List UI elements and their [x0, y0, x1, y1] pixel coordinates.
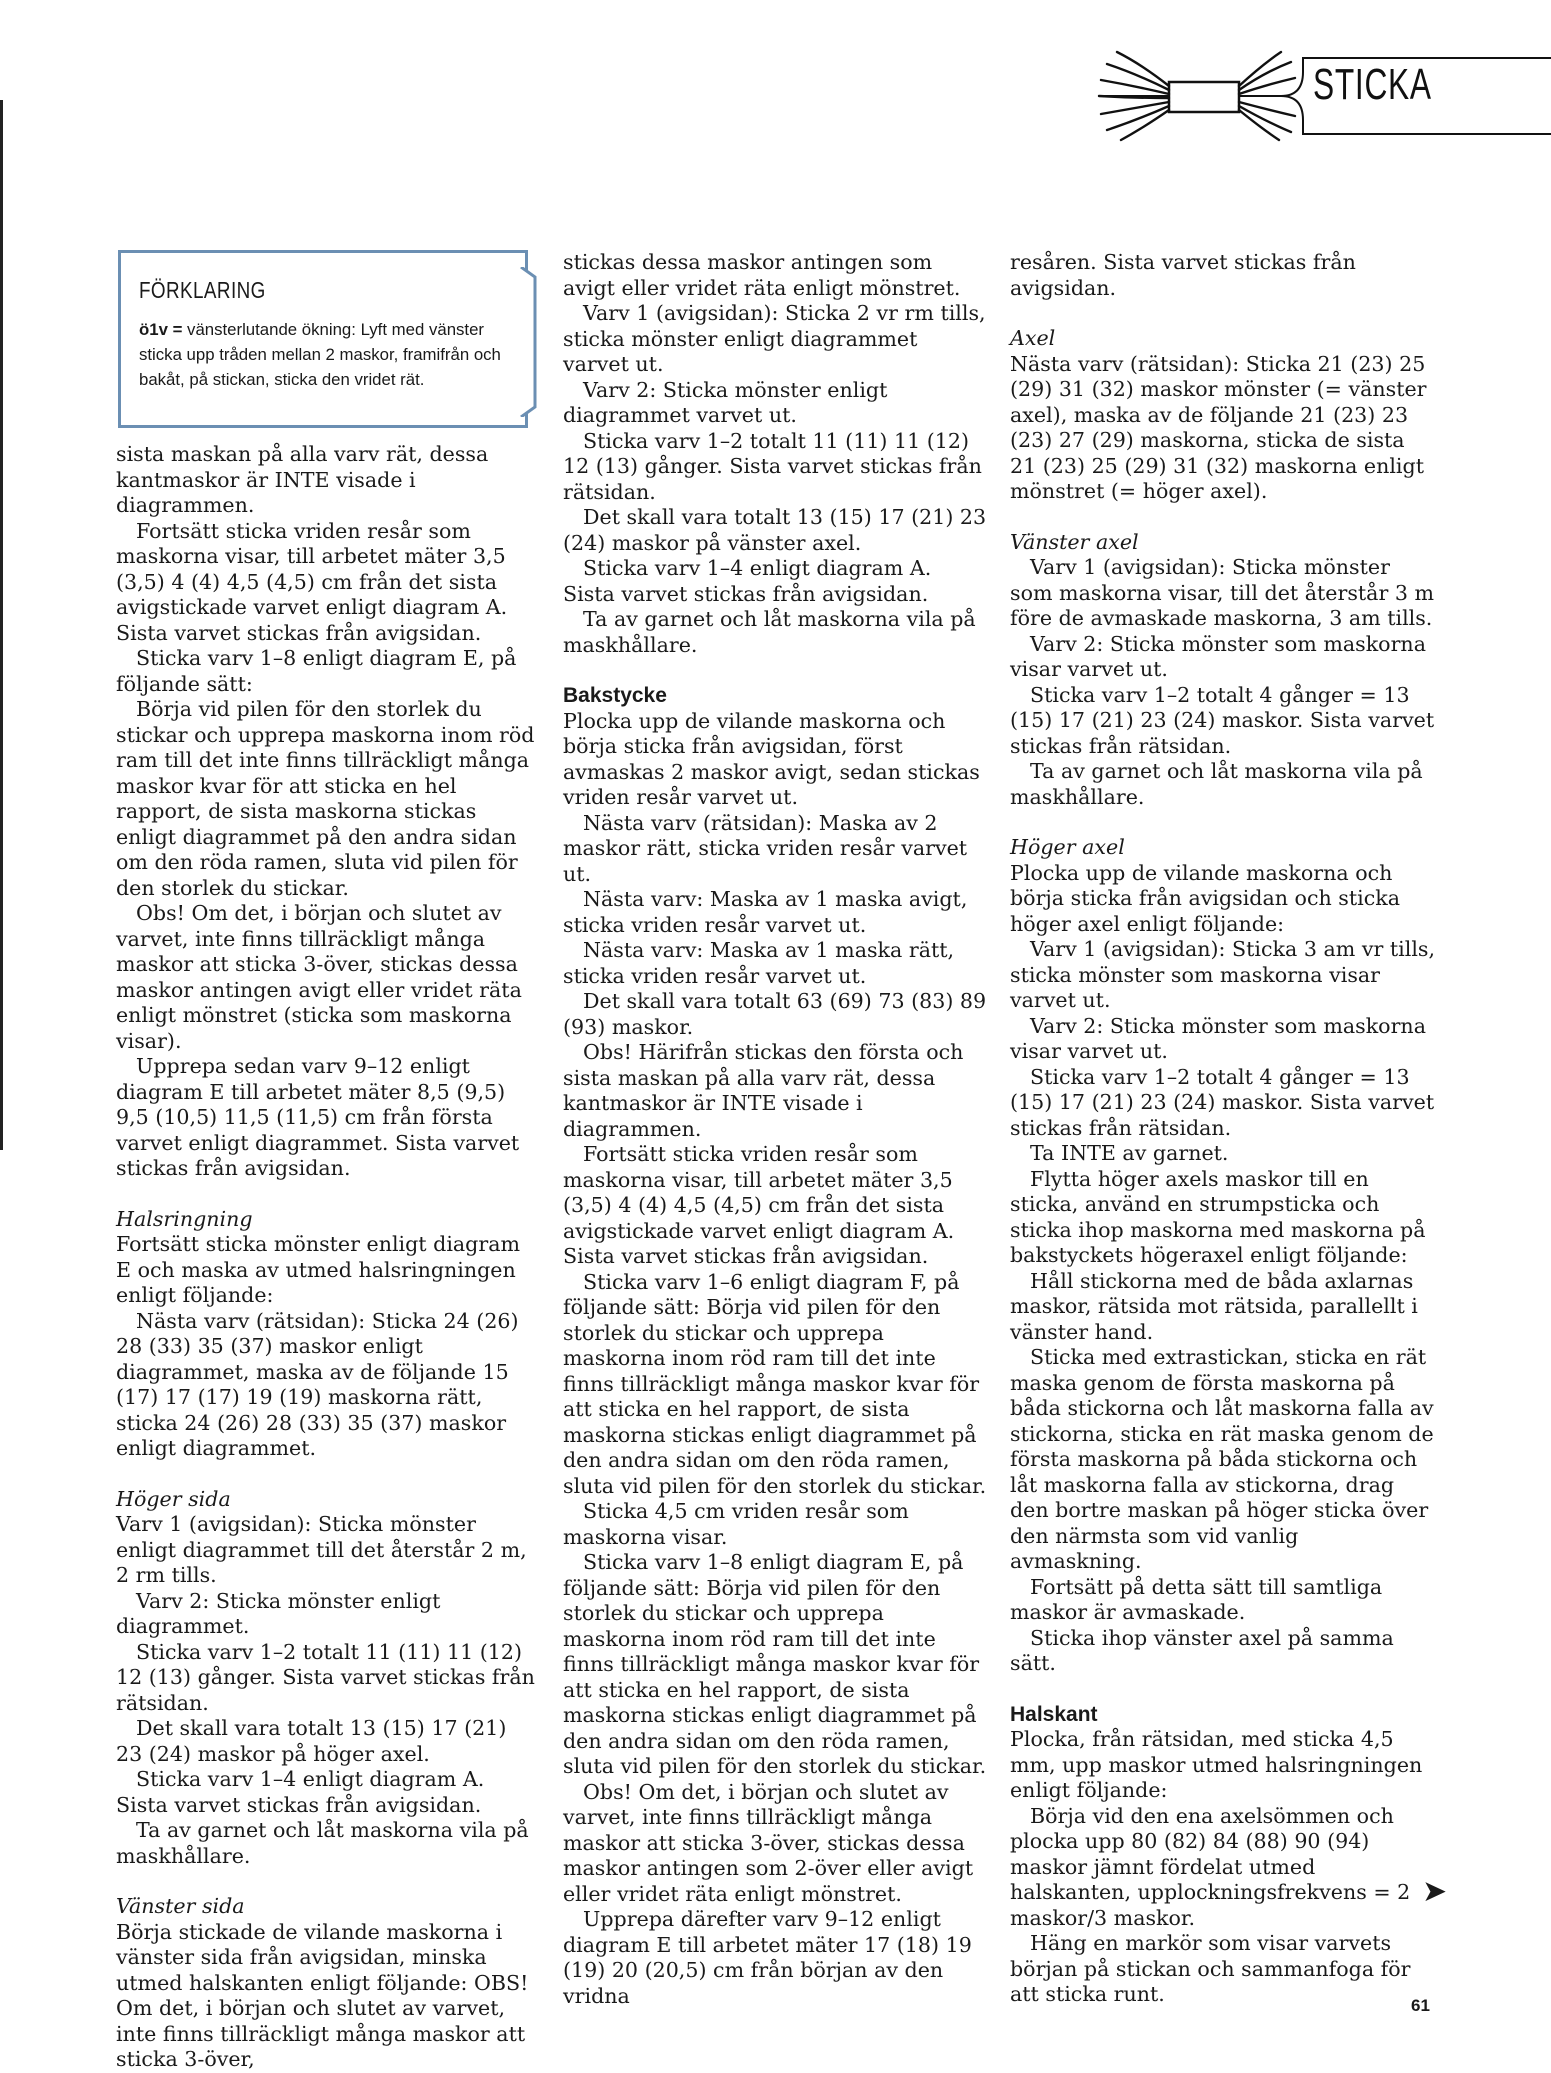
section-header	[1081, 44, 1551, 142]
paragraph: Ta av garnet och låt maskorna vila på maskhållare.	[116, 1818, 529, 1868]
paragraph: Ta av garnet och låt maskorna vila på maskhållare.	[1010, 759, 1423, 809]
paragraph: Flytta höger axels maskor till en sticka, använd en strumpsticka och sticka ihop maskorna med maskorna på bakstyckets högeraxel enligt följande:	[1010, 1166, 1426, 1267]
paragraph: Fortsätt på detta sätt till samtliga maskor är avmaskade.	[1010, 1574, 1383, 1624]
paragraph: Nästa varv (rätsidan): Sticka 24 (26) 28 (33) 35 (37) maskor enligt diagrammet, maska av de följande 15 (17) 17 (17) 19 (19) maskorna rätt, sticka 24 (26) 28 (33) 35 (37) maskor enligt diagrammet.	[116, 1308, 519, 1460]
paragraph: Nästa varv (rätsidan): Sticka 21 (23) 25 (29) 31 (32) maskor mönster (= vänster axel), maska av de följande 21 (23) 23 (23) 27 (29) maskorna, sticka de sista 21 (23) 25 (29) 31 (32) maskorna enligt mönstret (= höger axel).	[1010, 351, 1427, 503]
paragraph: Sticka varv 1–4 enligt diagram A. Sista varvet stickas från avigsidan.	[116, 1767, 485, 1817]
subheading: Axel	[1010, 326, 1056, 350]
text-column-3	[1010, 250, 1436, 2008]
subheading: Vänster sida	[116, 1894, 245, 1918]
explanation-title: FÖRKLARING	[139, 277, 266, 303]
paragraph: Sticka varv 1–4 enligt diagram A. Sista varvet stickas från avigsidan.	[563, 556, 932, 606]
paragraph: Sticka varv 1–8 enligt diagram E, på följande sätt: Börja vid pilen för den storlek du stickar och upprepa maskorna inom röd ram till det inte finns tillräckligt många maskor kvar för att sticka en hel rapport, de sista maskorna stickas enligt diagrammet på den andra sidan om den röda ramen, sluta vid pilen för den storlek du stickar.	[563, 1550, 987, 1778]
paragraph: Börja vid pilen för den storlek du stickar och upprepa maskorna inom röd ram till det inte finns tillräckligt många maskor kvar för att sticka en hel rapport, de sista maskorna stickas enligt diagrammet på den andra sidan om den röda ramen, sluta vid pilen för den storlek du stickar.	[116, 697, 535, 900]
paragraph: Sticka varv 1–2 totalt 4 gånger = 13 (15) 17 (21) 23 (24) maskor. Sista varvet stickas från rätsidan.	[1010, 682, 1435, 758]
paragraph: Sticka 4,5 cm vriden resår som maskorna visar.	[563, 1499, 909, 1549]
paragraph: Det skall vara totalt 63 (69) 73 (83) 89 (93) maskor.	[563, 989, 987, 1039]
paragraph: Fortsätt sticka vriden resår som maskorna visar, till arbetet mäter 3,5 (3,5) 4 (4) 4,5 (4,5) cm från det sista avigstickade varvet enligt diagram A. Sista varvet stickas från avigsidan.	[563, 1142, 955, 1268]
paragraph: resåren. Sista varvet stickas från avigsidan.	[1010, 250, 1356, 300]
box-edge-decoration	[519, 267, 539, 417]
paragraph: Varv 2: Sticka mönster enligt diagrammet.	[116, 1588, 441, 1638]
text-column-2	[563, 250, 987, 2009]
explanation-text	[139, 317, 509, 392]
paragraph: Nästa varv: Maska av 1 maska avigt, sticka vriden resår varvet ut.	[563, 887, 968, 937]
paragraph: Häng en markör som visar varvets början på stickan och sammanfoga för att sticka runt.	[1010, 1931, 1411, 2006]
paragraph: Sticka ihop vänster axel på samma sätt.	[1010, 1625, 1394, 1675]
paragraph: Varv 1 (avigsidan): Sticka mönster som maskorna visar, till det återstår 3 m före de avmaskade maskorna, 3 am tills.	[1010, 555, 1435, 630]
paragraph: Det skall vara totalt 13 (15) 17 (21) 23 (24) maskor på höger axel.	[116, 1716, 507, 1766]
paragraph: Fortsätt sticka mönster enligt diagram E och maska av utmed halsringningen enligt följande:	[116, 1232, 521, 1307]
paragraph: Börja stickade de vilande maskorna i vänster sida från avigsidan, minska utmed halskanten enligt följande: OBS! Om det, i början och slutet av varvet, inte finns tillräckligt många maskor att sticka 3-över,	[116, 1919, 529, 2071]
subheading: Höger axel	[1010, 835, 1125, 859]
paragraph: Upprepa sedan varv 9–12 enligt diagram E till arbetet mäter 8,5 (9,5) 9,5 (10,5) 11,5 (11,5) cm från första varvet enligt diagrammet. Sista varvet stickas från avigsidan.	[116, 1054, 520, 1180]
paragraph: Sticka varv 1–6 enligt diagram F, på följande sätt: Börja vid pilen för den storlek du stickar och upprepa maskorna inom röd ram till det inte finns tillräckligt många maskor kvar för att sticka en hel rapport, de sista maskorna stickas enligt diagrammet på den andra sidan om den röda ramen, sluta vid pilen för den storlek du stickar.	[563, 1269, 987, 1498]
paragraph: Upprepa därefter varv 9–12 enligt diagram E till arbetet mäter 17 (18) 19 (19) 20 (20,5) cm från början av den vridna	[563, 1907, 972, 2008]
subheading: Höger sida	[116, 1486, 231, 1511]
subheading: Vänster axel	[1010, 529, 1139, 554]
paragraph: Sticka varv 1–2 totalt 4 gånger = 13 (15) 17 (21) 23 (24) maskor. Sista varvet stickas från rätsidan.	[1010, 1064, 1435, 1140]
paragraph: sista maskan på alla varv rät, dessa kantmaskor är INTE visade i diagrammen.	[116, 442, 489, 517]
paragraph: Varv 2: Sticka mönster som maskorna visar varvet ut.	[1010, 631, 1426, 681]
paragraph: Obs! Härifrån stickas den första och sista maskan på alla varv rät, dessa kantmaskor är INTE visade i diagrammen.	[563, 1040, 964, 1141]
paragraph: Ta INTE av garnet.	[1030, 1141, 1229, 1165]
paragraph: stickas dessa maskor antingen som avigt eller vridet räta enligt mönstret.	[563, 250, 961, 300]
paragraph: Varv 1 (avigsidan): Sticka 3 am vr tills, sticka mönster som maskorna visar varvet ut.	[1010, 937, 1436, 1012]
paragraph: Börja vid den ena axelsömmen och plocka upp 80 (82) 84 (88) 90 (94) maskor jämnt fördelat utmed halskanten, upplockningsfrekvens = 2 maskor/3 maskor.	[1010, 1803, 1411, 1930]
section-heading: Bakstycke	[563, 684, 667, 707]
paragraph: Sticka varv 1–2 totalt 11 (11) 11 (12) 12 (13) gånger. Sista varvet stickas från rätsidan.	[563, 428, 982, 504]
paragraph: Det skall vara totalt 13 (15) 17 (21) 23 (24) maskor på vänster axel.	[563, 505, 987, 555]
paragraph: Nästa varv: Maska av 1 maska rätt, sticka vriden resår varvet ut.	[563, 938, 955, 988]
section-title: STICKA	[1313, 60, 1432, 109]
paragraph: Varv 2: Sticka mönster som maskorna visar varvet ut.	[1010, 1013, 1426, 1063]
page-number: 61	[1411, 1996, 1430, 2015]
page-spine-line	[0, 100, 3, 1150]
section-heading: Halskant	[1010, 1702, 1098, 1726]
paragraph: Fortsätt sticka vriden resår som maskorna visar, till arbetet mäter 3,5 (3,5) 4 (4) 4,5 (4,5) cm från det sista avigstickade varvet enligt diagram A. Sista varvet stickas från avigsidan.	[116, 518, 508, 645]
paragraph: Ta av garnet och låt maskorna vila på maskhållare.	[563, 607, 976, 657]
paragraph: Nästa varv (rätsidan): Maska av 2 maskor rätt, sticka vriden resår varvet ut.	[563, 810, 968, 886]
explanation-definition: vänsterlutande ökning: Lyft med vänster sticka upp tråden mellan 2 maskor, framifrån och bakåt, på stickan, sticka den vridet rät.	[139, 320, 501, 389]
paragraph: Obs! Om det, i början och slutet av varvet, inte finns tillräckligt många maskor att sticka 3-över, stickas dessa maskor antingen som 2-över eller avigt eller vridet räta enligt mönstret.	[563, 1779, 974, 1906]
explanation-term: ö1v =	[139, 320, 183, 339]
paragraph: Plocka upp de vilande maskorna och börja sticka från avigsidan och sticka höger axel enligt följande:	[1010, 860, 1401, 936]
paragraph: Håll stickorna med de båda axlarnas maskor, rätsida mot rätsida, parallellt i vänster hand.	[1010, 1268, 1418, 1344]
paragraph: Varv 1 (avigsidan): Sticka 2 vr rm tills, sticka mönster enligt diagrammet varvet ut.	[563, 301, 986, 376]
subheading: Halsringning	[116, 1206, 253, 1231]
paragraph: Sticka varv 1–2 totalt 11 (11) 11 (12) 12 (13) gånger. Sista varvet stickas från rätsidan.	[116, 1639, 535, 1715]
paragraph: Plocka, från rätsidan, med sticka 4,5 mm, upp maskor utmed halsringningen enligt följande:	[1010, 1727, 1423, 1802]
paragraph: Obs! Om det, i början och slutet av varvet, inte finns tillräckligt många maskor att sticka 3-över, stickas dessa maskor antingen avigt eller vridet räta enligt mönstret (sticka som maskorna visar).	[116, 901, 522, 1053]
paragraph: Sticka med extrastickan, sticka en rät maska genom de första maskorna på båda stickorna och låt maskorna falla av stickorna, sticka en rät maska genom de första maskorna på båda stickorna och låt maskorna falla av stickorna, drag den bortre maskan på höger sticka över den närmsta som vid vanlig avmaskning.	[1010, 1345, 1434, 1573]
text-column-1	[116, 442, 536, 2073]
continue-arrow-icon: ➤	[1422, 1874, 1448, 1909]
paragraph: Varv 1 (avigsidan): Sticka mönster enligt diagrammet till det återstår 2 m, 2 rm tills.	[116, 1512, 527, 1587]
paragraph: Plocka upp de vilande maskorna och börja sticka från avigsidan, först avmaskas 2 maskor avigt, sedan stickas vriden resår varvet ut.	[563, 708, 980, 809]
paragraph: Sticka varv 1–8 enligt diagram E, på följande sätt:	[116, 646, 517, 696]
explanation-box	[118, 250, 528, 428]
paragraph: Varv 2: Sticka mönster enligt diagrammet varvet ut.	[563, 377, 888, 427]
